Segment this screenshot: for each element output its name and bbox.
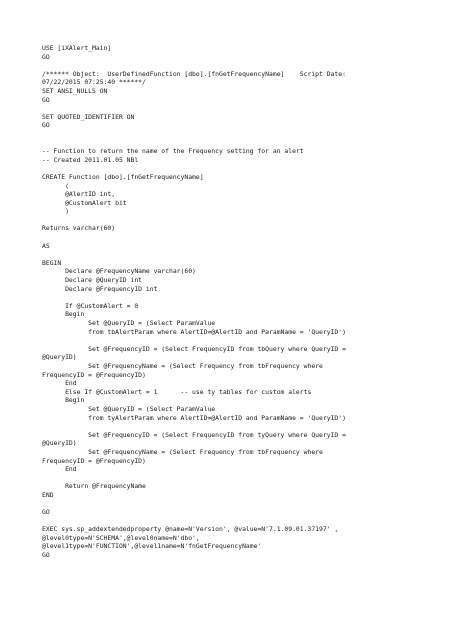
code-line: Return @FrequencyName <box>42 482 146 491</box>
code-line: End <box>42 379 77 388</box>
code-line: @level1type=N'FUNCTION',@level1name=N'fnGetFrequencyName' <box>42 542 262 551</box>
code-line: Begin <box>42 310 85 319</box>
code-line: /****** Object: UserDefinedFunction [dbo].[fnGetFrequencyName] Script Date: <box>42 69 346 78</box>
code-line: Set @FrequencyID = (Select FrequencyID from tbQuery where QueryID = <box>42 344 346 353</box>
code-line: Else If @CustomAlert = 1 -- use ty tables for custom alerts <box>42 387 312 396</box>
code-line: @AlertID int, <box>42 190 116 199</box>
code-line <box>42 293 412 302</box>
code-line: @CustomAlert bit <box>42 198 127 207</box>
code-line: FrequencyID = @FrequencyID) <box>42 456 146 465</box>
code-line <box>42 250 412 259</box>
code-line: Set @FrequencyName = (Select Frequency from tbFrequency where <box>42 361 323 370</box>
code-line: @level0type=N'SCHEMA',@level0name=N'dbo', <box>42 533 200 542</box>
code-line <box>42 499 412 508</box>
code-line <box>42 474 412 483</box>
code-line: ) <box>42 207 69 216</box>
code-line: Returns varchar(60) <box>42 224 116 233</box>
code-line: GO <box>42 551 50 560</box>
code-line: End <box>42 465 77 474</box>
code-line <box>42 216 412 225</box>
code-line <box>42 139 412 148</box>
code-line: from tbAlertParam where AlertID=@AlertID and ParamName = 'QueryID') <box>42 327 346 336</box>
code-line: EXEC sys.sp_addextendedproperty @name=N'Version', @value=N'7.1.09.01.37197' , <box>42 525 339 534</box>
code-line: Begin <box>42 396 85 405</box>
code-line: from tyAlertParam where AlertID=@AlertID and ParamName = 'QueryID') <box>42 413 346 422</box>
code-line: @QueryID) <box>42 439 77 448</box>
code-line: GO <box>42 508 50 517</box>
code-line: GO <box>42 121 50 130</box>
code-line: CREATE Function [dbo].[fnGetFrequencyName] <box>42 172 204 181</box>
code-line <box>42 517 412 526</box>
code-line <box>42 104 412 113</box>
code-line <box>42 130 412 139</box>
code-line: END <box>42 490 54 499</box>
code-line: FrequencyID = @FrequencyID) <box>42 370 146 379</box>
code-line: Declare @FrequencyName varchar(60) <box>42 267 196 276</box>
code-line <box>42 422 412 431</box>
code-line: -- Created 2011.01.05 NBl <box>42 155 139 164</box>
code-line: 07/22/2015 07:25:40 ******/ <box>42 78 146 87</box>
code-line <box>42 164 412 173</box>
code-line: -- Function to return the name of the Frequency setting for an alert <box>42 147 304 156</box>
code-line: ( <box>42 181 69 190</box>
code-line: SET ANSI_NULLS ON <box>42 86 108 95</box>
code-line <box>42 233 412 242</box>
code-line: @QueryID) <box>42 353 77 362</box>
code-line: SET QUOTED_IDENTIFIER ON <box>42 112 135 121</box>
code-line: GO <box>42 95 50 104</box>
code-line: Declare @QueryID int <box>42 276 143 285</box>
code-line: USE [iXAlert_Main] <box>42 44 112 52</box>
code-line: Set @QueryID = (Select ParamValue <box>42 319 216 327</box>
sql-script-text <box>42 44 412 560</box>
code-line: Set @FrequencyName = (Select Frequency from tbFrequency where <box>42 447 323 456</box>
code-line: If @CustomAlert = 0 <box>42 301 139 310</box>
code-line <box>42 61 412 70</box>
code-line: Set @QueryID = (Select ParamValue <box>42 404 216 413</box>
code-line: Set @FrequencyID = (Select FrequencyID from tyQuery where QueryID = <box>42 430 346 439</box>
code-line: AS <box>42 241 50 250</box>
code-line: BEGIN <box>42 258 62 267</box>
code-line: GO <box>42 52 50 61</box>
code-line: Declare @FrequencyID int <box>42 284 158 293</box>
code-line <box>42 336 412 345</box>
